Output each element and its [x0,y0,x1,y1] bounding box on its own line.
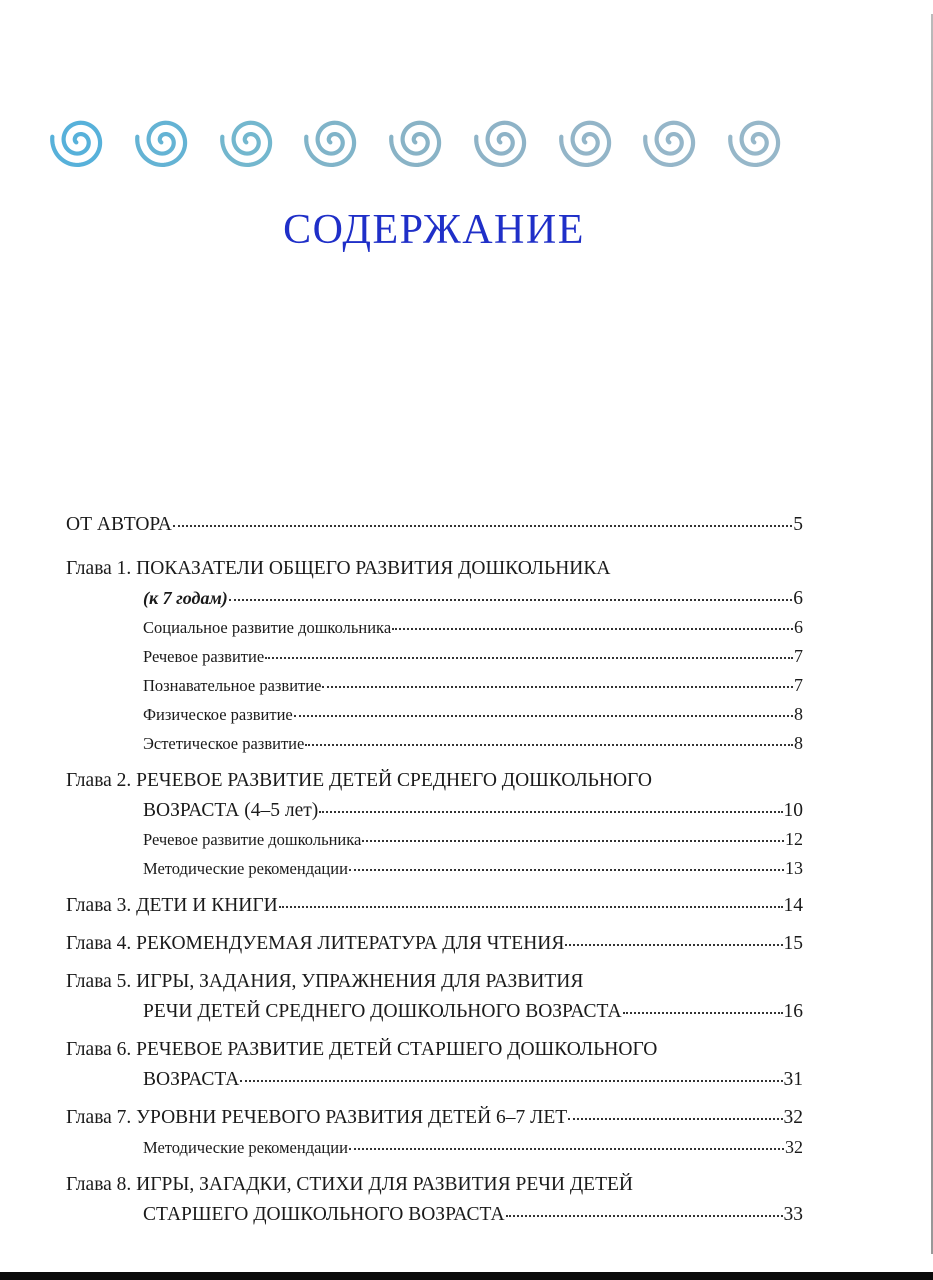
dot-leader [568,1118,782,1120]
toc-chapter-6-heading[interactable] [66,1039,803,1069]
toc-subentry[interactable] [66,858,803,887]
dot-leader [319,811,782,813]
toc-entry-label: Речевое развитие дошкольника [143,830,362,849]
toc-chapter-1-heading[interactable] [66,558,803,588]
spiral-icon [385,110,447,172]
toc-subentry[interactable] [66,646,803,675]
toc-chapter-2-continuation[interactable] [66,800,803,829]
toc-page-number: 32 [783,1107,803,1128]
toc-chapter-8-heading[interactable] [66,1174,803,1204]
toc-entry-label: ВОЗРАСТА (4–5 лет) [143,800,319,821]
dot-leader [392,628,793,630]
spiral-stroke [476,123,524,165]
toc-chapter-5-continuation[interactable] [66,1001,803,1031]
dot-leader [305,744,793,746]
spiral-icon [216,110,278,172]
toc-subentry[interactable] [66,1137,803,1166]
dot-leader [265,657,793,659]
toc-page-number: 15 [783,933,803,954]
spiral-icon [131,110,193,172]
dot-leader [362,840,784,842]
toc-subentry[interactable] [66,829,803,858]
toc-entry-label: (к 7 годам) [143,588,228,608]
toc-page-number: 31 [783,1069,803,1090]
toc-subentry[interactable] [66,617,803,646]
table-of-contents [66,514,803,1234]
toc-subentry[interactable] [66,675,803,704]
toc-page-number: 13 [785,858,803,878]
spiral-icon [300,110,362,172]
toc-chapter-4[interactable] [66,933,803,963]
toc-entry-label: Социальное развитие дошкольника [143,618,392,637]
toc-subentry[interactable] [66,704,803,733]
scan-bottom-border [0,1272,933,1280]
toc-page-number: 6 [793,588,803,609]
toc-entry-label: ОТ АВТОРА [66,514,172,535]
dot-leader [279,906,783,908]
toc-page-number: 8 [794,704,803,724]
spiral-stroke [222,123,270,165]
toc-entry-label: Методические рекомендации [143,859,348,878]
toc-page-number: 14 [783,895,803,916]
dot-leader [240,1080,782,1082]
toc-subentry[interactable] [66,733,803,762]
toc-entry-label: Эстетическое развитие [143,734,305,753]
spiral-icon [724,110,786,172]
spiral-ornament [46,110,786,172]
toc-entry-label: СТАРШЕГО ДОШКОЛЬНОГО ВОЗРАСТА [143,1204,505,1225]
spiral-stroke [52,123,100,165]
dot-leader [229,599,792,601]
dot-leader [322,686,793,688]
toc-entry-label: Глава 7. УРОВНИ РЕЧЕВОГО РАЗВИТИЯ ДЕТЕЙ 6–7 ЛЕТ [66,1107,568,1128]
spiral-stroke [306,123,354,165]
dot-leader [349,1148,784,1150]
toc-entry-author[interactable] [66,514,803,544]
toc-entry-label: РЕЧИ ДЕТЕЙ СРЕДНЕГО ДОШКОЛЬНОГО ВОЗРАСТА [143,1001,622,1022]
toc-page-number: 33 [783,1204,803,1225]
toc-chapter-2-heading[interactable] [66,770,803,800]
dot-leader [623,1012,783,1014]
dot-leader [173,525,792,527]
spiral-icon [46,110,108,172]
toc-entry-label: Познавательное развитие [143,676,322,695]
toc-chapter-8-continuation[interactable] [66,1204,803,1234]
toc-chapter-5-heading[interactable] [66,971,803,1001]
toc-entry-label: Глава 5. ИГРЫ, ЗАДАНИЯ, УПРАЖНЕНИЯ ДЛЯ РАЗВИТИЯ [66,971,584,992]
toc-chapter-6-continuation[interactable] [66,1069,803,1099]
spiral-icon [639,110,701,172]
toc-entry-label: ВОЗРАСТА [143,1069,240,1090]
spiral-stroke [730,123,778,165]
toc-entry-label: Методические рекомендации [143,1138,348,1157]
toc-entry-label: Глава 6. РЕЧЕВОЕ РАЗВИТИЕ ДЕТЕЙ СТАРШЕГО ДОШКОЛЬНОГО [66,1039,658,1060]
toc-chapter-7[interactable] [66,1107,803,1137]
spiral-stroke [137,123,185,165]
spiral-stroke [391,123,439,165]
toc-entry-label: Глава 8. ИГРЫ, ЗАГАДКИ, СТИХИ ДЛЯ РАЗВИТИЯ РЕЧИ ДЕТЕЙ [66,1174,633,1195]
toc-page-number: 12 [785,829,803,849]
toc-page-number: 10 [783,800,803,821]
toc-entry-label: Речевое развитие [143,647,265,666]
toc-entry-label: Глава 2. РЕЧЕВОЕ РАЗВИТИЕ ДЕТЕЙ СРЕДНЕГО ДОШКОЛЬНОГО [66,770,652,791]
toc-chapter-3[interactable] [66,895,803,925]
dot-leader [506,1215,783,1217]
toc-page-number: 32 [785,1137,803,1157]
toc-page-number: 5 [793,514,803,535]
toc-page-number: 8 [794,733,803,753]
dot-leader [349,869,784,871]
toc-page-number: 7 [794,646,803,666]
page-title: СОДЕРЖАНИЕ [283,207,585,253]
toc-entry-label: Глава 4. РЕКОМЕНДУЕМАЯ ЛИТЕРАТУРА ДЛЯ ЧТЕНИЯ [66,933,565,954]
dot-leader [294,715,793,717]
dot-leader [565,944,782,946]
toc-entry-label: Физическое развитие [143,705,293,724]
toc-page-number: 7 [794,675,803,695]
spiral-icon [555,110,617,172]
toc-page-number: 16 [783,1001,803,1022]
toc-page-number: 6 [794,617,803,637]
toc-entry-label: Глава 3. ДЕТИ И КНИГИ [66,895,278,916]
toc-chapter-1-continuation[interactable] [66,588,803,617]
toc-entry-label: Глава 1. ПОКАЗАТЕЛИ ОБЩЕГО РАЗВИТИЯ ДОШКОЛЬНИКА [66,558,611,579]
spiral-stroke [645,123,693,165]
spiral-stroke [561,123,609,165]
spiral-icon [470,110,532,172]
